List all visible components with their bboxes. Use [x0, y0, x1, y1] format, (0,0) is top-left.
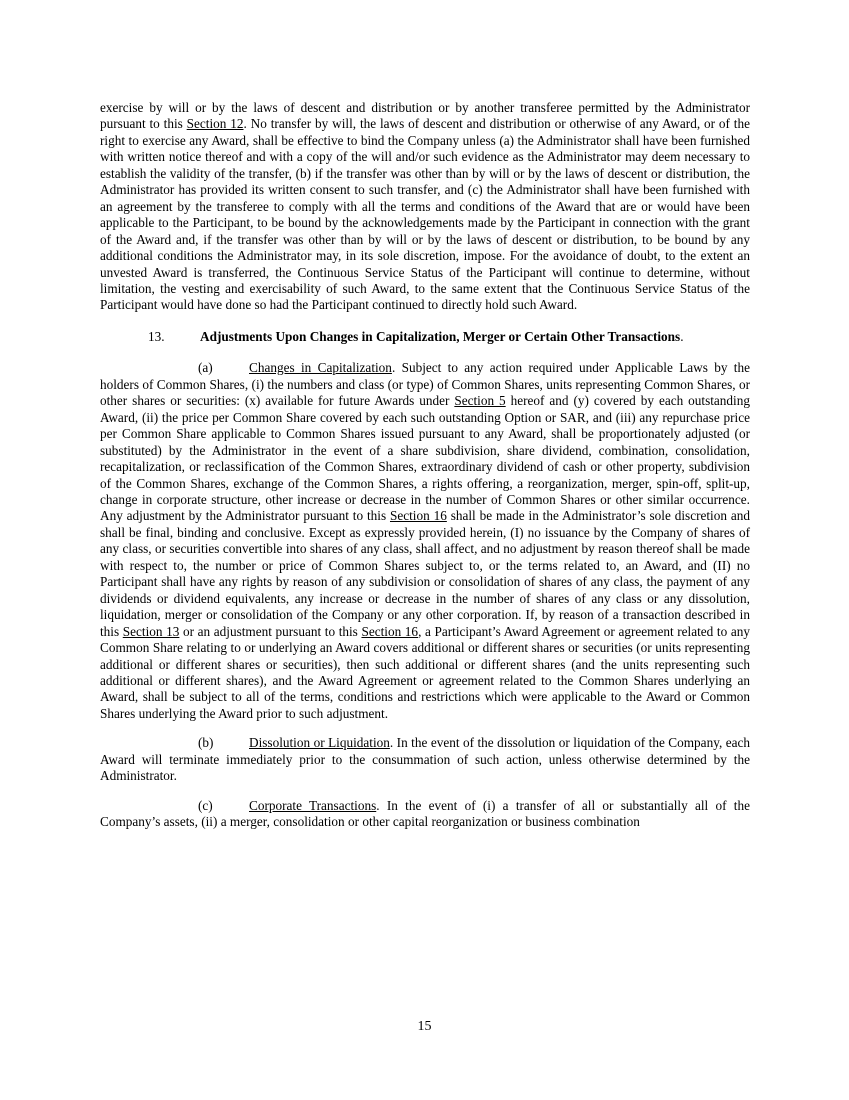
subsection-a [100, 360, 750, 722]
subsection-text: . In the event of (i) a transfer of all or substantially all of the Company’s assets, (ii) a merger, consolidation or other capital reorganization or business combination [100, 797, 750, 830]
section-title-end: . [680, 328, 684, 344]
subsection-heading: Changes in Capitalization [249, 360, 392, 376]
subsection-text: , a Participant’s Award Agreement or agreement related to any Common Share relating to or underlying an Award covers additional or different shares or securities (or units representing additional or different shares or securities), then such additional or different shares (and the units representing such additional or different shares), and the Award Agreement or agreement related to the Common Shares underlying an Award, shall be subject to all of the terms, conditions and restrictions which were applicable to the Award or Common Shares underlying the Award prior to such adjustment. [100, 623, 750, 721]
subsection-b [100, 735, 750, 784]
section-16-reference: Section 16 [389, 508, 447, 524]
section-number: 13. [148, 328, 165, 344]
subsection-text: hereof and (y) covered by each outstanding Award, (ii) the price per Common Share covered by each such outstanding Option or SAR, and (iii) any repurchase price per Common Share applicable to Common Shares issued pursuant to any Award, shall be proportionately adjusted (or substituted) by the Administrator in the event of a share subdivision, share dividend, combination, consolidation, recapitalization, or reclassification of the Common Shares, extraordinary dividend of cash or other property, subdivision of the Common Shares, exchange of the Common Shares, a rights offering, a reorganization, merger, spin-off, split-up, change in corporate structure, other increase or decrease in the number of Common Shares or other similar occurrence. Any adjustment by the Administrator pursuant to this [100, 393, 750, 524]
subsection-text: . In the event of the dissolution or liquidation of the Company, each Award will terminate immediately prior to the consummation of such action, unless otherwise determined by the Administrator. [100, 735, 751, 784]
paragraph-transfer-continuation [100, 100, 750, 314]
subsection-heading: Corporate Transactions [249, 797, 377, 813]
subsection-label: (a) [198, 360, 213, 376]
section-5-reference: Section 5 [454, 393, 506, 409]
page-number: 15 [417, 1019, 432, 1034]
subsection-c [100, 798, 750, 831]
section-16-reference: Section 16 [361, 623, 419, 639]
section-title: Adjustments Upon Changes in Capitalization, Merger or Certain Other Transactions [200, 328, 681, 344]
subsection-text: . Subject to any action required under Applicable Laws by the holders of Common Shares, (i) the numbers and class (or type) of Common Shares, units representing Common Shares, or other shares or securities: (x) available for future Awards under [100, 360, 750, 409]
subsection-text: or an adjustment pursuant to this [179, 623, 362, 639]
subsection-label: (c) [198, 797, 213, 813]
paragraph-text: exercise by will or by the laws of descent and distribution or by another transferee permitted by the Administrator pursuant to this [100, 100, 750, 132]
subsection-heading: Dissolution or Liquidation [249, 735, 390, 751]
document-body [100, 100, 750, 844]
paragraph-text: . No transfer by will, the laws of descent and distribution or otherwise of any Award, or of the right to exercise any Award, shall be effective to bind the Company unless (a) the Administrator shall have been furnished with written notice thereof and with a copy of the will and/or such evidence as the Administrator may deem necessary to establish the validity of the transfer, (b) if the transfer was other than by will or by the laws of descent or distribution, the Administrator has provided its written consent to such transfer, and (c) the Administrator shall have been furnished with an agreement by the transferee to comply with all the terms and conditions of the Award that are or would have been applicable to the Participant, to be bound by the acknowledgements made by the Participant in connection with the grant of the Award and, if the transfer was other than by will or by the laws of descent or distribution, to be bound by any additional conditions the Administrator may, in its sole discretion, impose. For the avoidance of doubt, to the extent an unvested Award is transferred, the Continuous Service Status of the Participant will continue to determine, without limitation, the vesting and exercisability of such Award, to the same extent that the Continuous Service Status of the Participant would have done so had the Participant continued to directly hold such Award. [100, 116, 750, 313]
subsection-label: (b) [198, 735, 214, 751]
section-13-reference: Section 13 [122, 623, 180, 639]
section-13-heading [100, 329, 750, 345]
subsection-text: shall be made in the Administrator’s sole discretion and shall be final, binding and conclusive. Except as expressly provided herein, (I) no issuance by the Company of shares of any class, or securities convertible into shares of any class, shall affect, and no adjustment by reason thereof shall be made with respect to, the number or price of Common Shares subject to, or the terms related to, an Award, and (II) no Participant shall have any rights by reason of any subdivision or consolidation of shares of any class, the payment of any dividends or dividend equivalents, any increase or decrease in the number of shares of any class or any dissolution, liquidation, merger or consolidation of the Company or any other corporation. If, by reason of a transaction described in this [100, 508, 750, 639]
section-12-reference: Section 12 [186, 116, 244, 132]
